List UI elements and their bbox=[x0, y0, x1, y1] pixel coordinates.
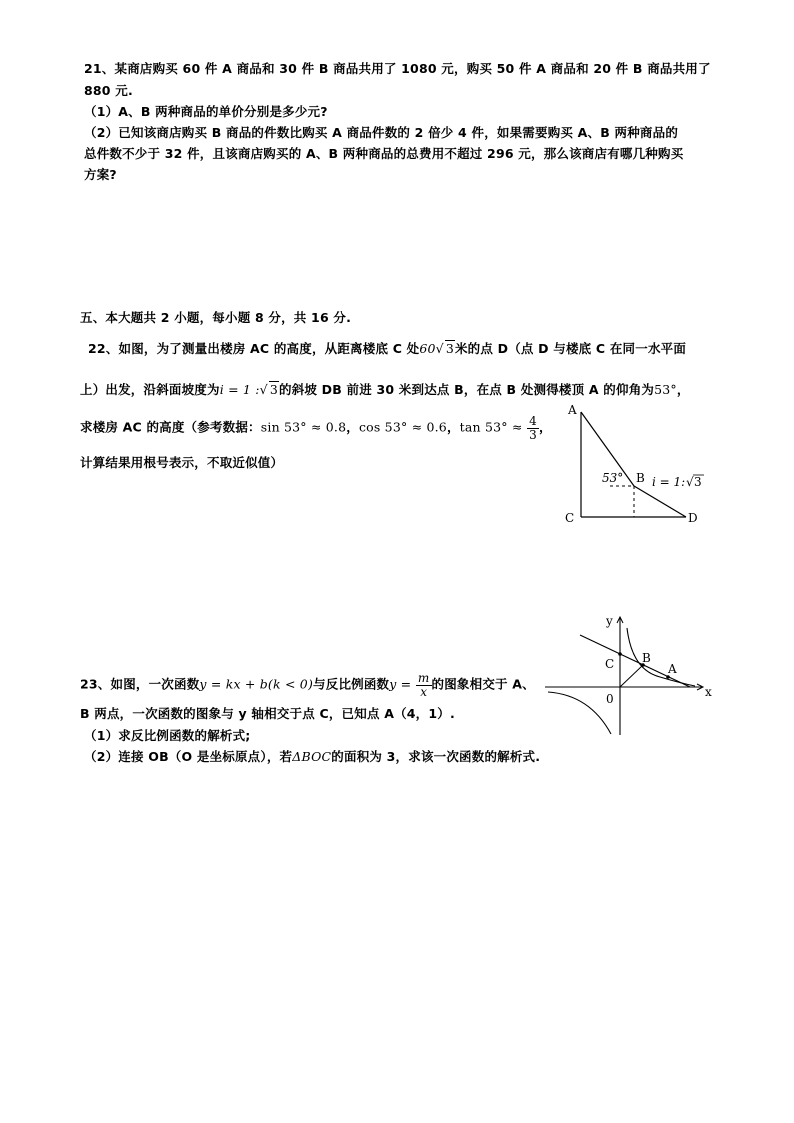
hyperbola-left-branch bbox=[548, 692, 611, 734]
q21-part2-line2: 总件数不少于 32 件，且该商店购买的 A、B 两种商品的总费用不超过 296 元，那么该商店有哪几种购买 bbox=[84, 146, 684, 161]
slope-sqrt: 3 bbox=[694, 475, 702, 489]
label-c: C bbox=[565, 511, 575, 525]
hyperbola-right-branch bbox=[627, 628, 695, 686]
label-x: x bbox=[705, 685, 712, 699]
q22-line3: 求楼房 AC 的高度（参考数据：sin 53° ≈ 0.8，cos 53° ≈ 0.6，tan 53° ≈ $\frac{4}{3}$ ， bbox=[80, 414, 552, 442]
slope-label: i = 1: bbox=[652, 475, 686, 489]
label-b: B bbox=[642, 651, 651, 665]
slope-radical: √ bbox=[686, 475, 694, 489]
label-a: A bbox=[568, 403, 577, 417]
q22-line1: 22、如图，为了测量出楼房 AC 的高度，从距离楼底 C 处60√ 3米的点 D（点 D 与楼底 C 在同一水平面 bbox=[88, 341, 687, 356]
q23-graph-figure bbox=[540, 610, 725, 740]
q23-line1: 23、如图，一次函数y = kx + b(k < 0)与反比例函数y = $\frac{m}{x}$ 的图象相交于 A、 bbox=[80, 671, 535, 699]
tan-fraction: $\frac{4}{3}$ bbox=[529, 414, 537, 442]
q21-part2-line3: 方案? bbox=[84, 167, 117, 182]
point-c bbox=[618, 652, 622, 656]
q23-part1: （1）求反比例函数的解析式; bbox=[84, 728, 251, 743]
slope-line-bd bbox=[634, 486, 686, 517]
label-o: 0 bbox=[606, 692, 614, 706]
q21-line1: 21、某商店购买 60 件 A 商品和 30 件 B 商品共用了 1080 元，购买 50 件 A 商品和 20 件 B 商品共用了 bbox=[84, 61, 711, 76]
q23-line2: B 两点，一次函数的图象与 y 轴相交于点 C，已知点 A（4，1）. bbox=[80, 706, 455, 721]
rational-fraction: $\frac{m}{x}$ bbox=[417, 671, 430, 699]
label-y: y bbox=[606, 614, 613, 628]
segment-ob bbox=[620, 665, 643, 687]
q22-building-figure bbox=[560, 400, 710, 528]
q21-line2: 880 元. bbox=[84, 83, 133, 98]
label-d: D bbox=[688, 511, 698, 525]
q23-part2: （2）连接 OB（O 是坐标原点），若ΔBOC的面积为 3，求该一次函数的解析式. bbox=[84, 749, 541, 764]
angle-label: 53° bbox=[602, 471, 624, 485]
q22-line2: 上）出发，沿斜面坡度为i = 1 :√ 3的斜坡 DB 前进 30 米到达点 B，在点 B 处测得楼顶 A 的仰角为53°， bbox=[80, 382, 690, 397]
label-a: A bbox=[668, 662, 677, 676]
label-b: B bbox=[636, 471, 645, 485]
section-heading: 五、本大题共 2 小题，每小题 8 分，共 16 分. bbox=[80, 310, 352, 325]
label-c: C bbox=[605, 657, 615, 671]
q21-part1: （1）A、B 两种商品的单价分别是多少元? bbox=[84, 104, 328, 119]
linear-function-line bbox=[580, 635, 690, 687]
q21-part2-line1: （2）已知该商店购买 B 商品的件数比购买 A 商品件数的 2 倍少 4 件，如果需要购买 A、B 两种商品的 bbox=[84, 125, 679, 140]
q22-line4: 计算结果用根号表示，不取近似值） bbox=[80, 455, 284, 470]
